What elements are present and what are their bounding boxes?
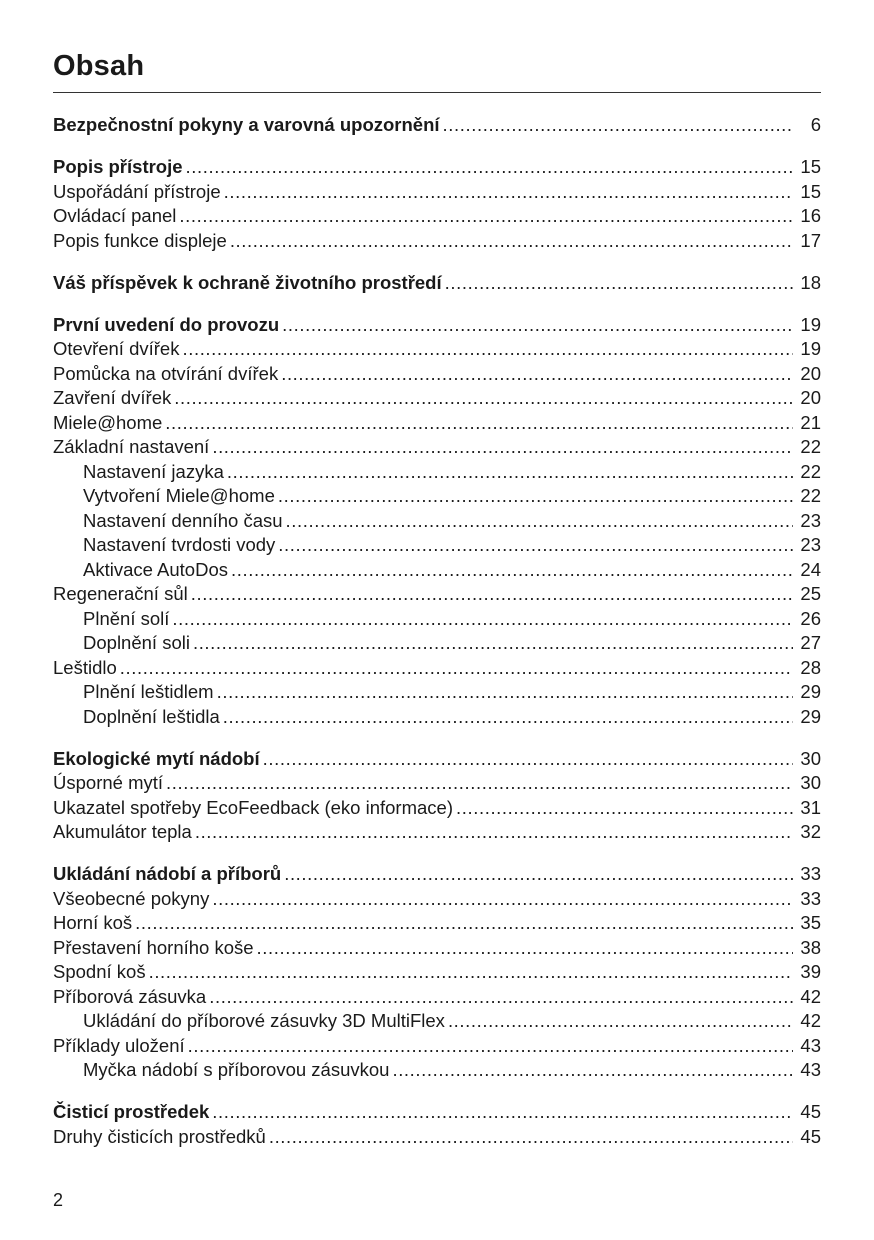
toc-entry-label: Bezpečnostní pokyny a varovná upozornění: [53, 114, 440, 135]
toc-entry-page: 22: [800, 460, 821, 482]
toc-entry-page: 35: [800, 912, 821, 933]
dot-leader: [182, 337, 793, 362]
toc-entry[interactable]: [53, 582, 821, 607]
toc-entry-label: Ukazatel spotřeby EcoFeedback (eko informace): [53, 796, 453, 818]
toc-entry-label: Příborová zásuvka: [53, 985, 207, 1007]
toc-entry[interactable]: [53, 435, 821, 460]
toc-entry-page: 20: [800, 362, 821, 384]
dot-leader: [269, 1125, 793, 1150]
toc-subentry[interactable]: [53, 484, 821, 509]
dot-leader: [212, 887, 793, 912]
toc-entry[interactable]: [53, 936, 821, 961]
toc-section-entry[interactable]: [53, 747, 821, 772]
toc-entry-page: 30: [800, 772, 821, 793]
page-title: Obsah: [53, 50, 145, 82]
toc-entry-page: 18: [800, 271, 821, 293]
toc-entry-label: Všeobecné pokyny: [53, 887, 210, 909]
toc-entry-page: 23: [800, 509, 821, 531]
toc-entry-label: Doplnění leštidla: [83, 705, 220, 727]
toc-entry-label: Základní nastavení: [53, 436, 210, 457]
toc-entry[interactable]: [53, 362, 821, 387]
toc-entry-label: Nastavení jazyka: [83, 460, 224, 482]
dot-leader: [174, 386, 793, 411]
toc-entry-page: 15: [800, 180, 821, 202]
toc-entry-label: První uvedení do provozu: [53, 313, 280, 335]
toc-section-entry[interactable]: [53, 1100, 821, 1125]
toc-entry-label: Ukládání nádobí a příborů: [53, 863, 282, 884]
toc-subentry[interactable]: [53, 1058, 821, 1083]
toc-entry-page: 42: [800, 1010, 821, 1031]
dot-leader: [217, 680, 793, 705]
dot-leader: [257, 936, 793, 961]
toc-section-entry[interactable]: [53, 862, 821, 887]
toc-entry-label: Popis přístroje: [53, 156, 183, 177]
toc-entry[interactable]: [53, 411, 821, 436]
toc-entry-page: 29: [800, 681, 821, 702]
dot-leader: [135, 911, 793, 936]
toc-entry[interactable]: [53, 820, 821, 845]
toc-entry-page: 21: [800, 411, 821, 433]
toc-entry-label: Nastavení denního času: [83, 509, 283, 531]
dot-leader: [278, 533, 793, 558]
toc-subentry[interactable]: [53, 460, 821, 485]
dot-leader: [212, 435, 793, 460]
toc-entry-label: Miele@home: [53, 411, 163, 433]
toc-entry[interactable]: [53, 656, 821, 681]
dot-leader: [179, 204, 793, 229]
toc-entry[interactable]: [53, 796, 821, 821]
toc-section-entry[interactable]: [53, 271, 821, 296]
dot-leader: [149, 960, 793, 985]
toc-entry-page: 25: [800, 583, 821, 604]
dot-leader: [193, 631, 793, 656]
toc-entry[interactable]: [53, 771, 821, 796]
toc-entry-page: 31: [800, 796, 821, 818]
toc-entry[interactable]: [53, 229, 821, 254]
toc-entry-page: 30: [800, 747, 821, 769]
toc-subentry[interactable]: [53, 705, 821, 730]
toc-subentry[interactable]: [53, 607, 821, 632]
toc-entry[interactable]: [53, 180, 821, 205]
toc-entry[interactable]: [53, 1034, 821, 1059]
toc-entry-label: Regenerační sůl: [53, 583, 188, 604]
dot-leader: [445, 271, 793, 296]
toc-entry-page: 6: [810, 114, 821, 135]
dot-leader: [284, 862, 793, 887]
dot-leader: [166, 771, 793, 796]
dot-leader: [443, 113, 793, 138]
toc-entry-label: Příklady uložení: [53, 1034, 185, 1056]
toc-subentry[interactable]: [53, 558, 821, 583]
toc-entry-page: 27: [800, 632, 821, 653]
toc-entry-page: 26: [800, 607, 821, 629]
toc-entry-page: 45: [800, 1101, 821, 1122]
dot-leader: [230, 229, 793, 254]
toc-entry-page: 24: [800, 558, 821, 580]
toc-entry-label: Plnění leštidlem: [83, 681, 214, 702]
toc-entry-label: Přestavení horního koše: [53, 936, 254, 958]
dot-leader: [191, 582, 793, 607]
toc-subentry[interactable]: [53, 680, 821, 705]
dot-leader: [195, 820, 793, 845]
toc-entry-label: Akumulátor tepla: [53, 821, 192, 842]
toc-entry-label: Popis funkce displeje: [53, 229, 227, 251]
dot-leader: [286, 509, 793, 534]
toc-entry-page: 16: [800, 205, 821, 226]
title-divider: [53, 92, 821, 93]
toc-entry-page: 42: [800, 985, 821, 1007]
dot-leader: [456, 796, 793, 821]
toc-entry-page: 28: [800, 656, 821, 678]
dot-leader: [392, 1058, 793, 1083]
dot-leader: [172, 607, 793, 632]
toc-entry-page: 20: [800, 387, 821, 408]
toc-entry-page: 15: [800, 156, 821, 177]
toc-entry[interactable]: [53, 960, 821, 985]
toc-entry-label: Vytvoření Miele@home: [83, 485, 275, 506]
toc-subentry[interactable]: [53, 1009, 821, 1034]
toc-entry-label: Ukládání do příborové zásuvky 3D MultiFlex: [83, 1010, 445, 1031]
toc-entry-label: Zavření dvířek: [53, 387, 172, 408]
toc-entry[interactable]: [53, 337, 821, 362]
toc-entry[interactable]: [53, 887, 821, 912]
toc-entry-label: Spodní koš: [53, 961, 146, 982]
toc-subentry[interactable]: [53, 533, 821, 558]
toc-entry-page: 38: [800, 936, 821, 958]
table-of-contents: [53, 113, 821, 1149]
toc-entry-page: 22: [800, 485, 821, 506]
toc-entry-page: 45: [800, 1125, 821, 1147]
toc-entry-label: Plnění solí: [83, 607, 170, 629]
toc-section-entry[interactable]: [53, 113, 821, 138]
dot-leader: [223, 705, 793, 730]
dot-leader: [165, 411, 793, 436]
toc-entry[interactable]: [53, 1125, 821, 1150]
toc-subentry[interactable]: [53, 631, 821, 656]
toc-entry-page: 33: [800, 887, 821, 909]
toc-entry-label: Čisticí prostředek: [53, 1101, 210, 1122]
toc-entry-label: Otevření dvířek: [53, 338, 180, 359]
toc-entry[interactable]: [53, 204, 821, 229]
toc-section-entry[interactable]: [53, 155, 821, 180]
toc-entry-label: Ovládací panel: [53, 205, 177, 226]
dot-leader: [224, 180, 793, 205]
dot-leader: [231, 558, 793, 583]
toc-entry-page: 39: [800, 961, 821, 982]
toc-entry-page: 23: [800, 534, 821, 555]
toc-entry-label: Horní koš: [53, 912, 133, 933]
toc-entry-page: 29: [800, 705, 821, 727]
toc-entry-page: 17: [800, 229, 821, 251]
dot-leader: [227, 460, 793, 485]
dot-leader: [282, 313, 793, 338]
toc-entry[interactable]: [53, 386, 821, 411]
dot-leader: [448, 1009, 793, 1034]
page-number: 2: [53, 1190, 64, 1210]
toc-entry-label: Myčka nádobí s příborovou zásuvkou: [83, 1059, 390, 1080]
toc-entry-label: Leštidlo: [53, 656, 117, 678]
toc-entry-label: Druhy čisticích prostředků: [53, 1125, 266, 1147]
toc-entry-page: 19: [800, 338, 821, 359]
toc-entry-page: 19: [800, 313, 821, 335]
dot-leader: [263, 747, 793, 772]
toc-entry-label: Aktivace AutoDos: [83, 558, 228, 580]
toc-entry-label: Nastavení tvrdosti vody: [83, 534, 276, 555]
toc-entry-page: 43: [800, 1034, 821, 1056]
toc-entry-page: 43: [800, 1059, 821, 1080]
dot-leader: [188, 1034, 793, 1059]
toc-entry-label: Váš příspěvek k ochraně životního prostředí: [53, 271, 442, 293]
dot-leader: [212, 1100, 793, 1125]
dot-leader: [186, 155, 793, 180]
dot-leader: [209, 985, 793, 1010]
toc-entry-page: 33: [800, 863, 821, 884]
toc-subentry[interactable]: [53, 509, 821, 534]
toc-entry[interactable]: [53, 985, 821, 1010]
toc-section-entry[interactable]: [53, 313, 821, 338]
dot-leader: [278, 484, 793, 509]
dot-leader: [281, 362, 793, 387]
toc-entry-page: 32: [800, 821, 821, 842]
toc-entry-label: Uspořádání přístroje: [53, 180, 221, 202]
toc-entry-label: Ekologické mytí nádobí: [53, 747, 260, 769]
toc-entry-page: 22: [800, 436, 821, 457]
toc-entry-label: Úsporné mytí: [53, 772, 164, 793]
dot-leader: [120, 656, 793, 681]
toc-entry-label: Pomůcka na otvírání dvířek: [53, 362, 279, 384]
toc-entry-label: Doplnění soli: [83, 632, 190, 653]
toc-entry[interactable]: [53, 911, 821, 936]
